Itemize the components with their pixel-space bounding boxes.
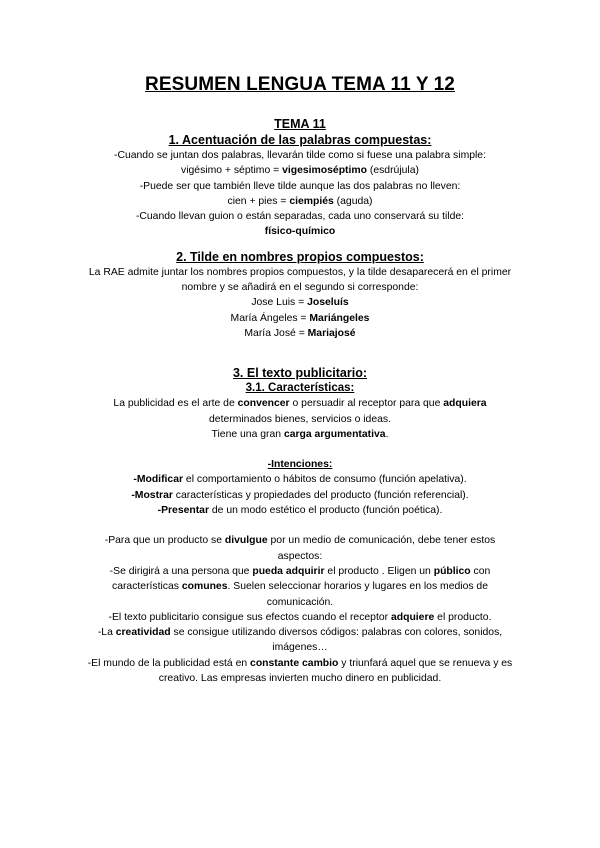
intenciones-heading: -Intenciones:: [267, 459, 333, 471]
paragraph-line: cien + pies = ciempiés (aguda): [227, 195, 373, 207]
list-item: -Presentar de un modo estético el producto (función poética).: [157, 505, 443, 517]
section-3-heading: 3. El texto publicitario:: [232, 366, 368, 381]
subsection-3-1-heading: 3.1. Características:: [245, 382, 355, 395]
tema-11-heading: TEMA 11: [274, 117, 326, 131]
paragraph-line: Tiene una gran carga argumentativa.: [211, 428, 389, 440]
list-item: -Modificar el comportamiento o hábitos de consumo (función apelativa).: [133, 474, 467, 486]
paragraph-line: La RAE admite juntar los nombres propios compuestos, y la tilde desaparecerá en el primer: [88, 266, 512, 278]
document-body: [40, 116, 560, 686]
paragraph-line: -Cuando llevan guion o están separadas, cada uno conservará su tilde:: [135, 211, 465, 223]
section-1-heading: 1. Acentuación de las palabras compuestas:: [168, 133, 432, 147]
paragraph-line: -El mundo de la publicidad está en constante cambio y triunfará aquel que se renueva y es: [87, 657, 513, 669]
paragraph-line: -Puede ser que también lleve tilde aunque las dos palabras no lleven:: [139, 180, 461, 192]
paragraph-line: determinados bienes, servicios o ideas.: [209, 413, 391, 425]
list-item: -Mostrar características y propiedades del producto (función referencial).: [131, 489, 469, 501]
paragraph-line: físico-químico: [264, 226, 336, 238]
paragraph-line: -Para que un producto se divulgue por un medio de comunicación, debe tener estos: [104, 535, 496, 547]
section-2-heading: 2. Tilde en nombres propios compuestos:: [176, 249, 424, 264]
paragraph-line: aspectos:: [277, 550, 323, 562]
paragraph-line: imágenes…: [272, 642, 328, 654]
paragraph-line: vigésimo + séptimo = vigesimoséptimo (esdrújula): [181, 165, 419, 177]
paragraph-line: creativo. Las empresas invierten mucho dinero en publicidad.: [158, 673, 442, 685]
paragraph-line: nombre y se añadirá en el segundo si corresponde:: [181, 282, 419, 294]
paragraph-line: La publicidad es el arte de convencer o persuadir al receptor para que adquiera: [113, 398, 487, 410]
paragraph-line: -La creatividad se consigue utilizando diversos códigos: palabras con colores, sonidos,: [97, 627, 503, 639]
example-line: María Ángeles = Mariángeles: [230, 312, 370, 324]
example-line: Jose Luis = Joseluís: [251, 297, 349, 309]
paragraph-line: -Cuando se juntan dos palabras, llevarán tilde como si fuese una palabra simple:: [114, 150, 486, 161]
document-title: RESUMEN LENGUA TEMA 11 Y 12: [145, 74, 455, 95]
paragraph-line: -Se dirigirá a una persona que pueda adquirir el producto . Eligen un público con: [109, 565, 491, 577]
example-line: María José = Mariajosé: [244, 327, 356, 339]
paragraph-line: -El texto publicitario consigue sus efectos cuando el receptor adquiere el producto.: [108, 611, 492, 623]
paragraph-line: comunicación.: [266, 596, 334, 608]
paragraph-line: características comunes. Suelen seleccionar horarios y lugares en los medios de: [112, 581, 488, 593]
